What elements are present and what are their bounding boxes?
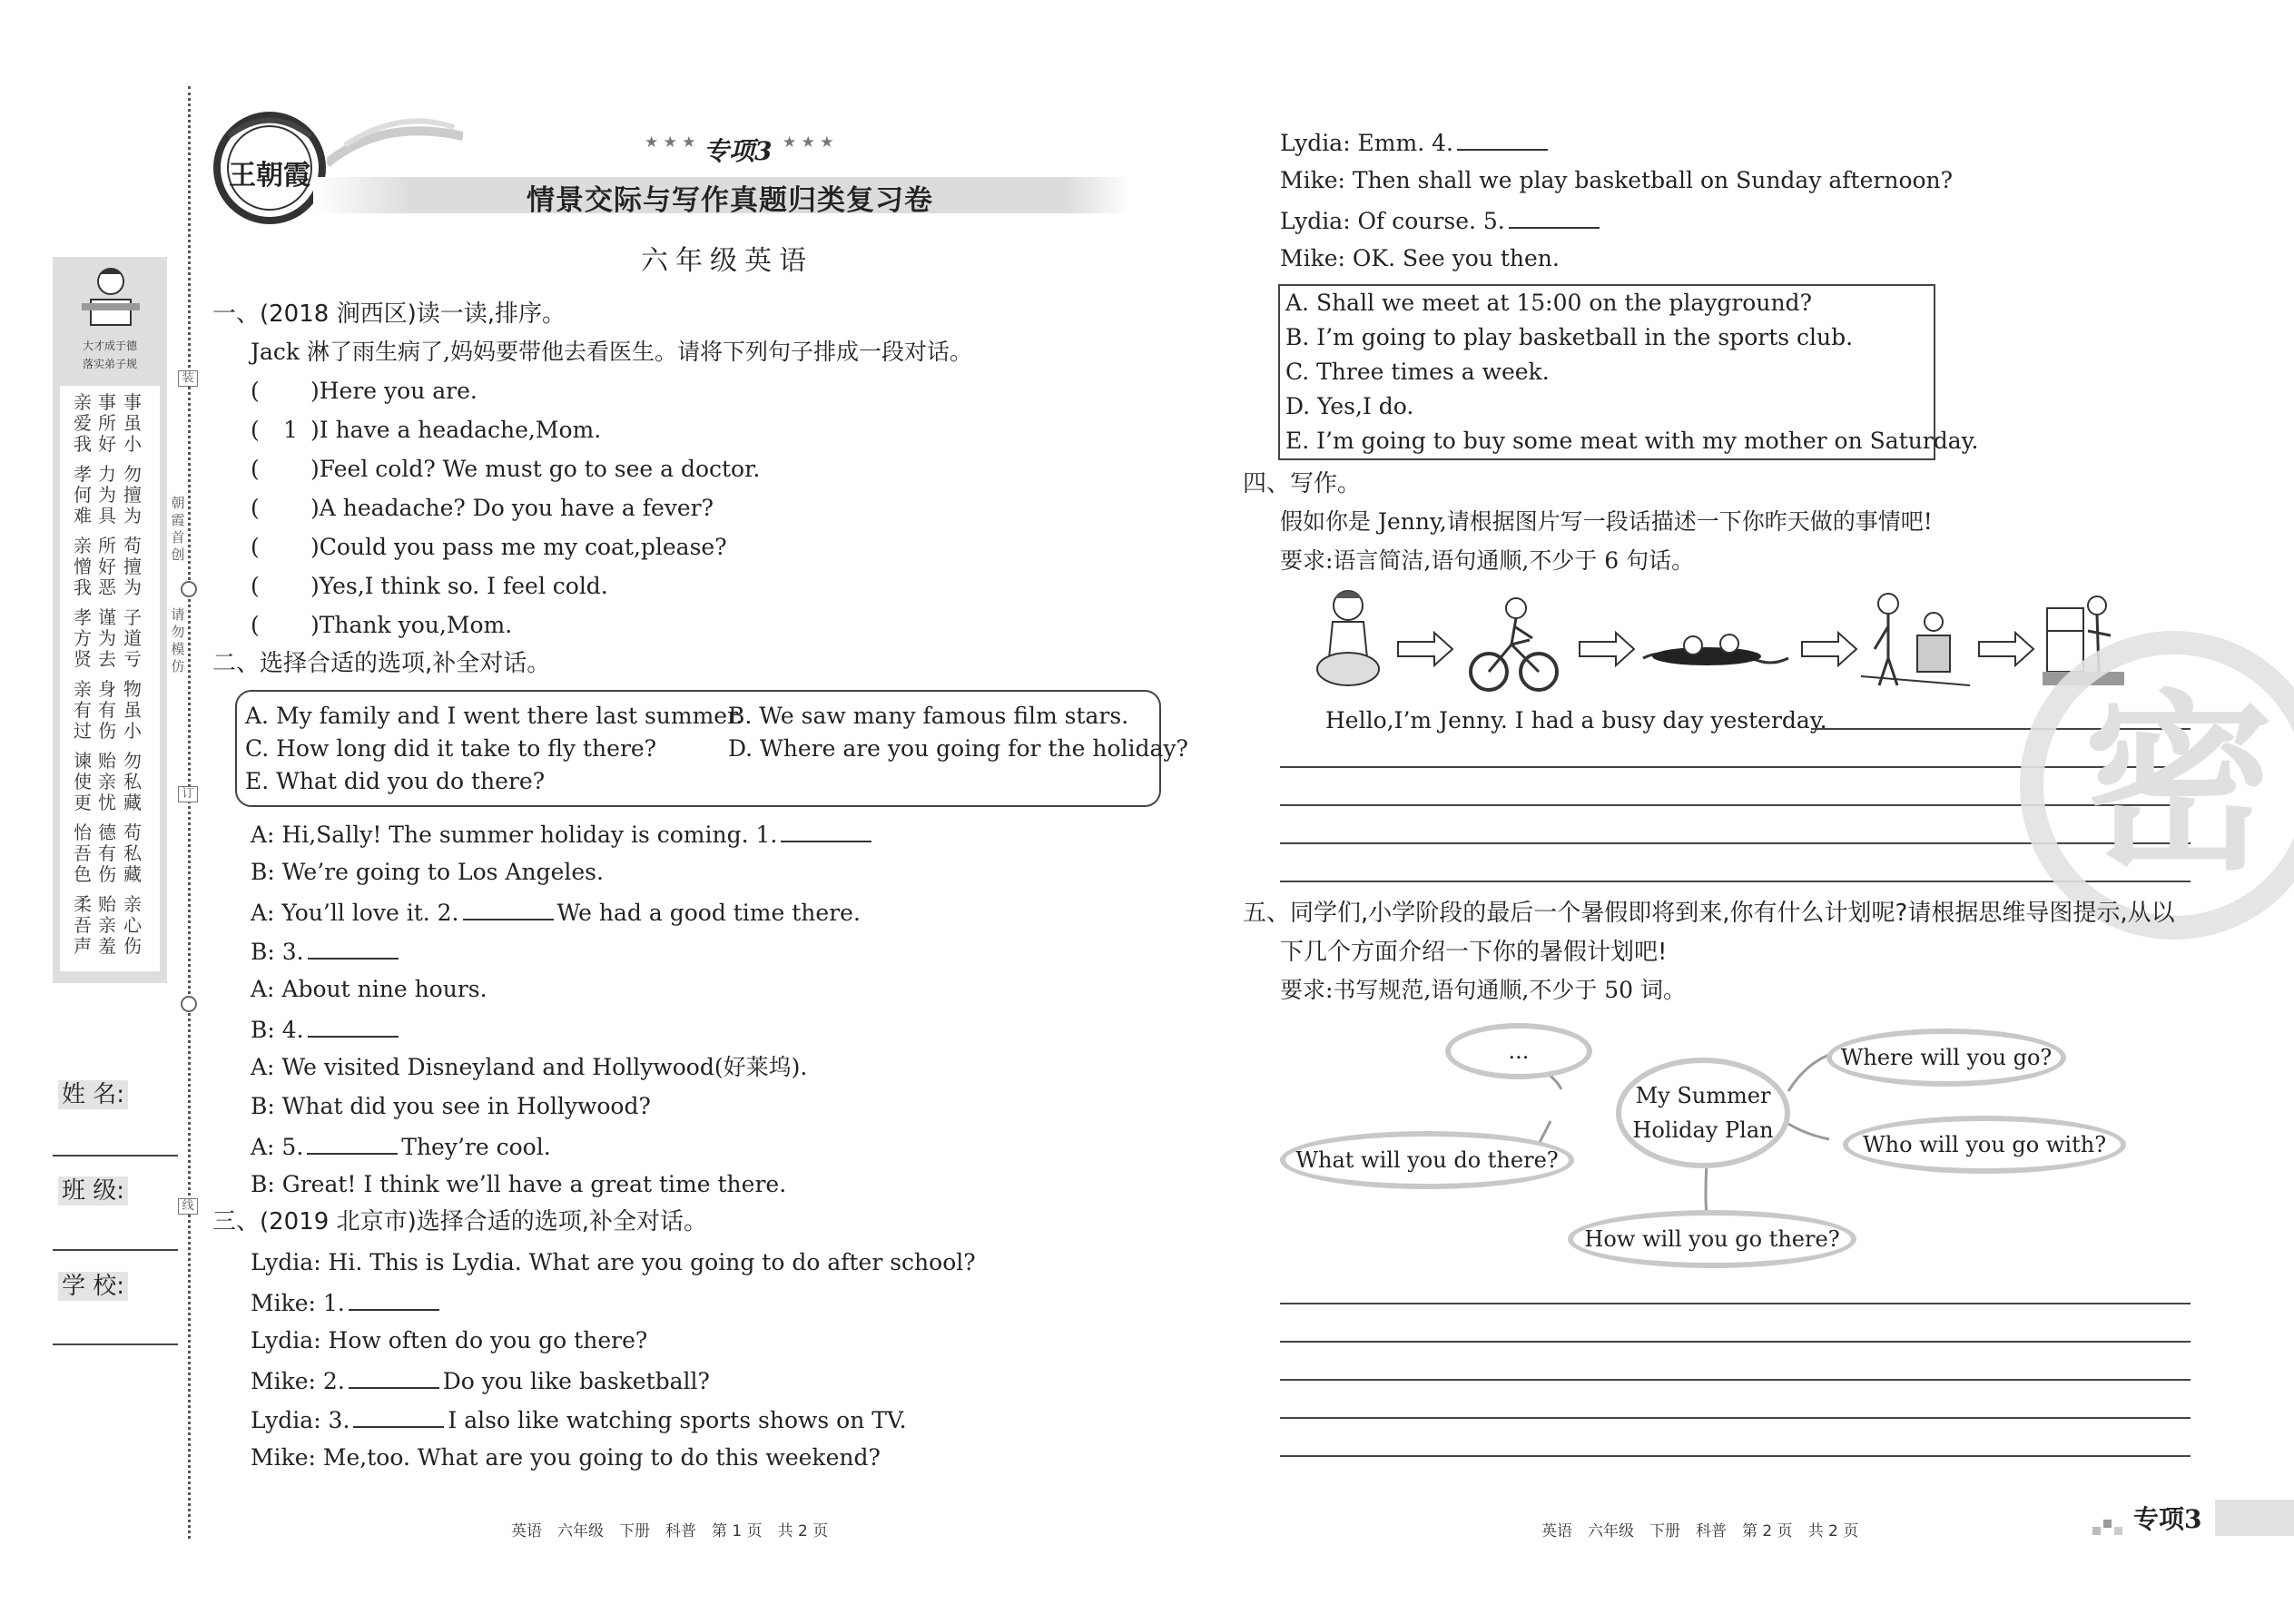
order-open-paren: ( — [251, 612, 260, 638]
dialogue-line — [251, 975, 487, 1004]
motto-column: 所好恶 — [98, 535, 116, 598]
mindmap-center-line-2: Holiday Plan — [1632, 1117, 1774, 1143]
dialogue-text: B: Great! I think we’ll have a great time there. — [251, 1171, 787, 1197]
part2-option-a: A. My family and I went there last summer. — [245, 703, 743, 729]
dialogue-text: B: 4. — [251, 1017, 304, 1043]
order-open-paren: ( — [251, 417, 260, 443]
page-subtitle: 六年级英语 — [641, 245, 813, 277]
part4-starter: Hello,I’m Jenny. I had a busy day yesterday. — [1325, 707, 1827, 733]
punch-hole-2 — [181, 996, 197, 1012]
swimming-icon — [1643, 635, 1788, 665]
motto-column: 苟私藏 — [123, 822, 142, 885]
dialogue-text: A: Hi,Sally! The summer holiday is coming. 1. — [251, 822, 778, 848]
part2-option-d: D. Where are you going for the holiday? — [728, 735, 1188, 762]
answer-blank[interactable] — [307, 1131, 398, 1155]
part5-requirement: 要求:书写规范,语句通顺,不少于 50 词。 — [1280, 977, 1687, 1003]
part4-requirement: 要求:语言简洁,语句通顺,不少于 6 句话。 — [1280, 547, 1695, 574]
dialogue-text: A: About nine hours. — [251, 976, 487, 1002]
plan-line-1[interactable] — [1280, 1303, 2191, 1304]
motto-column: 力为具 — [98, 463, 116, 527]
dialogue-line — [251, 1092, 651, 1121]
motto-column: 子道亏 — [123, 606, 142, 670]
dialogue-text-after: They’re cool. — [401, 1134, 551, 1160]
dialogue-text: B: We’re going to Los Angeles. — [251, 859, 604, 885]
answer-blank[interactable] — [1509, 205, 1600, 229]
part3-option: C. Three times a week. — [1285, 359, 1550, 385]
order-open-paren: ( — [251, 378, 260, 404]
field-name-line[interactable] — [53, 1155, 178, 1156]
order-sentence: )Here you are. — [310, 378, 478, 404]
fold-label-2: 订 — [178, 786, 198, 802]
order-sentence: )Thank you,Mom. — [310, 612, 513, 638]
part2-option-e: E. What did you do there? — [245, 768, 546, 794]
motto-column: 勿私藏 — [123, 750, 142, 813]
footer-right: 英语 六年级 下册 科普 第 2 页 共 2 页 — [1541, 1522, 1859, 1540]
answer-blank[interactable] — [349, 1365, 439, 1389]
field-school-line[interactable] — [53, 1343, 178, 1345]
motto-column: 贻亲羞 — [98, 893, 116, 957]
dialogue-line — [251, 1053, 807, 1082]
dialogue-line — [251, 1131, 551, 1162]
dialogue-line — [251, 1365, 710, 1396]
watermark-text: 密 — [2082, 674, 2274, 896]
part1-heading: 一、(2018 涧西区)读一读,排序。 — [212, 300, 566, 328]
field-school-label: 学 校: — [58, 1272, 128, 1301]
dialogue-line — [251, 819, 875, 850]
dialogue-text: A: You’ll love it. 2. — [251, 900, 459, 926]
dialogue-text-after: Do you like basketball? — [442, 1368, 710, 1394]
mindmap-center-line-1: My Summer — [1635, 1083, 1771, 1108]
dialogue-text: Lydia: Hi. This is Lydia. What are you going to do after school? — [251, 1249, 976, 1275]
answer-blank[interactable] — [781, 819, 871, 842]
mindmap-who: Who will you go with? — [1843, 1116, 2126, 1174]
footer-tab-band — [2215, 1500, 2294, 1536]
dialogue-text: Lydia: Of course. 5. — [1280, 208, 1505, 234]
dialogue-text: Lydia: Emm. 4. — [1280, 130, 1453, 156]
mindmap-where: Where will you go? — [1826, 1029, 2066, 1087]
ribbon-decoration — [327, 109, 463, 172]
part2-option-c: C. How long did it take to fly there? — [245, 735, 657, 762]
order-open-paren: ( — [251, 495, 260, 521]
footer-left: 英语 六年级 下册 科普 第 1 页 共 2 页 — [511, 1522, 829, 1540]
dialogue-text-after: I also like watching sports shows on TV. — [448, 1407, 907, 1433]
dialogue-text: Mike: Me,too. What are you going to do this weekend? — [251, 1444, 881, 1471]
dialogue-line — [251, 1326, 647, 1355]
answer-blank[interactable] — [1457, 127, 1548, 151]
motto-column: 亲心伤 — [123, 893, 142, 957]
shopping-icon — [1861, 594, 1970, 685]
vertical-note-1: 朝霞首创 — [171, 495, 185, 563]
brand-logo-text: 王朝霞 — [229, 160, 310, 192]
plan-line-3[interactable] — [1280, 1379, 2191, 1381]
dialogue-line — [251, 1404, 907, 1435]
order-open-paren: ( — [251, 456, 260, 482]
motto-column: 贻亲忧 — [98, 750, 116, 813]
dialogue-line — [251, 1170, 786, 1199]
dialogue-line — [1280, 127, 1551, 158]
motto-column: 苟擅为 — [123, 535, 142, 598]
motto-column: 亲憎我 — [74, 535, 92, 598]
part4-heading: 四、写作。 — [1243, 470, 1362, 497]
page-title: 情景交际与写作真题归类复习卷 — [527, 184, 933, 217]
dialogue-line — [251, 1014, 402, 1045]
sidebar-caption-1: 大才成于德 — [82, 340, 137, 352]
dialogue-line — [251, 1248, 976, 1277]
plan-line-2[interactable] — [1280, 1341, 2191, 1343]
dialogue-line — [251, 1287, 443, 1318]
dialogue-text: Lydia: How often do you go there? — [251, 1327, 648, 1353]
part3-option: B. I’m going to play basketball in the sports club. — [1285, 324, 1854, 350]
motto-column: 亲爱我 — [74, 391, 92, 455]
order-sentence: )Yes,I think so. I feel cold. — [310, 573, 608, 599]
vertical-note-2: 请勿模仿 — [171, 606, 185, 674]
motto-column: 勿擅为 — [123, 463, 142, 527]
mindmap-ellipsis: ... — [1445, 1023, 1592, 1079]
star-left-icon: ★ ★ ★ — [645, 133, 696, 152]
dialogue-text: Mike: 2. — [251, 1368, 345, 1394]
part4-instruction: 假如你是 Jenny,请根据图片写一段话描述一下你昨天做的事情吧! — [1280, 508, 1933, 535]
plan-line-4[interactable] — [1280, 1417, 2191, 1419]
riding-bike-icon — [1471, 598, 1557, 690]
dialogue-line — [1280, 166, 1953, 195]
part3-option: D. Yes,I do. — [1285, 393, 1414, 419]
dialogue-line — [1280, 244, 1560, 273]
part3-option: A. Shall we meet at 15:00 on the playground? — [1285, 290, 1812, 316]
motto-column: 亲有过 — [74, 678, 92, 742]
part3-option: E. I’m going to buy some meat with my mother on Saturday. — [1285, 428, 1979, 454]
field-class-label: 班 级: — [58, 1176, 128, 1206]
order-sentence: )A headache? Do you have a fever? — [310, 495, 714, 521]
sidebar-caption-2: 落实弟子规 — [82, 358, 137, 370]
dialogue-text: Mike: Then shall we play basketball on Sunday afternoon? — [1280, 167, 1954, 193]
motto-column: 谏使更 — [74, 750, 92, 813]
answer-blank[interactable] — [349, 1287, 439, 1311]
dialogue-text: Mike: 1. — [251, 1290, 345, 1316]
order-open-paren: ( — [251, 534, 260, 560]
dialogue-text: B: 3. — [251, 939, 304, 965]
order-answer-box[interactable]: 1 — [283, 417, 298, 443]
part2-option-b: B. We saw many famous film stars. — [728, 703, 1129, 729]
motto-column: 柔吾声 — [74, 893, 92, 957]
picture-sequence — [1307, 586, 2124, 694]
fold-line — [188, 86, 191, 1539]
field-name-label: 姓 名: — [58, 1080, 128, 1109]
footer-squares-icon — [2092, 1516, 2129, 1536]
star-right-icon: ★ ★ ★ — [783, 133, 834, 152]
plan-line-5[interactable] — [1280, 1455, 2191, 1457]
cartoon-scholar-icon — [74, 263, 147, 336]
dialogue-line — [1280, 205, 1603, 236]
motto-column: 身有伤 — [98, 678, 116, 742]
section-tag: 专项3 — [704, 136, 773, 166]
motto-column: 孝方贤 — [74, 606, 92, 670]
order-sentence: )Feel cold? We must go to see a doctor. — [310, 456, 761, 482]
motto-column: 事虽小 — [123, 391, 142, 455]
part5-heading: 五、同学们,小学阶段的最后一个暑假即将到来,你有什么计划呢?请根据思维导图提示,从以 — [1243, 900, 2175, 927]
dialogue-text: B: What did you see in Hollywood? — [251, 1093, 651, 1119]
mindmap-how: How will you go there? — [1568, 1210, 1856, 1268]
footer-tab: 专项3 — [2133, 1504, 2202, 1534]
fold-label-3: 线 — [178, 1198, 198, 1215]
part2-heading: 二、选择合适的选项,补全对话。 — [212, 650, 551, 677]
punch-hole-1 — [181, 581, 197, 597]
dialogue-line — [251, 936, 402, 967]
part3-heading: 三、(2019 北京市)选择合适的选项,补全对话。 — [212, 1208, 707, 1235]
dialogue-line — [251, 897, 861, 928]
motto-column: 事所好 — [98, 391, 116, 455]
dialogue-text: Mike: OK. See you then. — [1280, 245, 1560, 271]
fold-label-1: 装 — [178, 370, 198, 387]
field-class-line[interactable] — [53, 1249, 178, 1251]
dialogue-text: Lydia: 3. — [251, 1407, 350, 1433]
dialogue-line — [251, 1443, 881, 1472]
motto-column: 孝何难 — [74, 463, 92, 527]
motto-column: 德有伤 — [98, 822, 116, 885]
mindmap-center — [1616, 1058, 1790, 1168]
order-sentence: )I have a headache,Mom. — [310, 417, 602, 443]
dialogue-text-after: We had a good time there. — [556, 900, 861, 926]
dialogue-text: A: We visited Disneyland and Hollywood(好莱坞). — [251, 1054, 808, 1080]
order-open-paren: ( — [251, 573, 260, 599]
motto-column: 谨为去 — [98, 606, 116, 670]
washing-clothes-icon — [1317, 591, 1379, 685]
answer-blank[interactable] — [308, 936, 399, 960]
answer-blank[interactable] — [463, 897, 554, 920]
mindmap-what: What will you do there? — [1280, 1131, 1574, 1189]
order-sentence: )Could you pass me my coat,please? — [310, 534, 727, 560]
part5-heading-2: 下几个方面介绍一下你的暑假计划吧! — [1280, 939, 1668, 966]
part1-intro: Jack 淋了雨生病了,妈妈要带他去看医生。请将下列句子排成一段对话。 — [251, 339, 972, 365]
motto-column: 怡吾色 — [74, 822, 92, 885]
motto-column: 物虽小 — [123, 678, 142, 742]
answer-blank[interactable] — [353, 1404, 444, 1428]
answer-blank[interactable] — [308, 1014, 399, 1038]
dialogue-line — [251, 858, 604, 887]
dialogue-text: A: 5. — [251, 1134, 304, 1160]
